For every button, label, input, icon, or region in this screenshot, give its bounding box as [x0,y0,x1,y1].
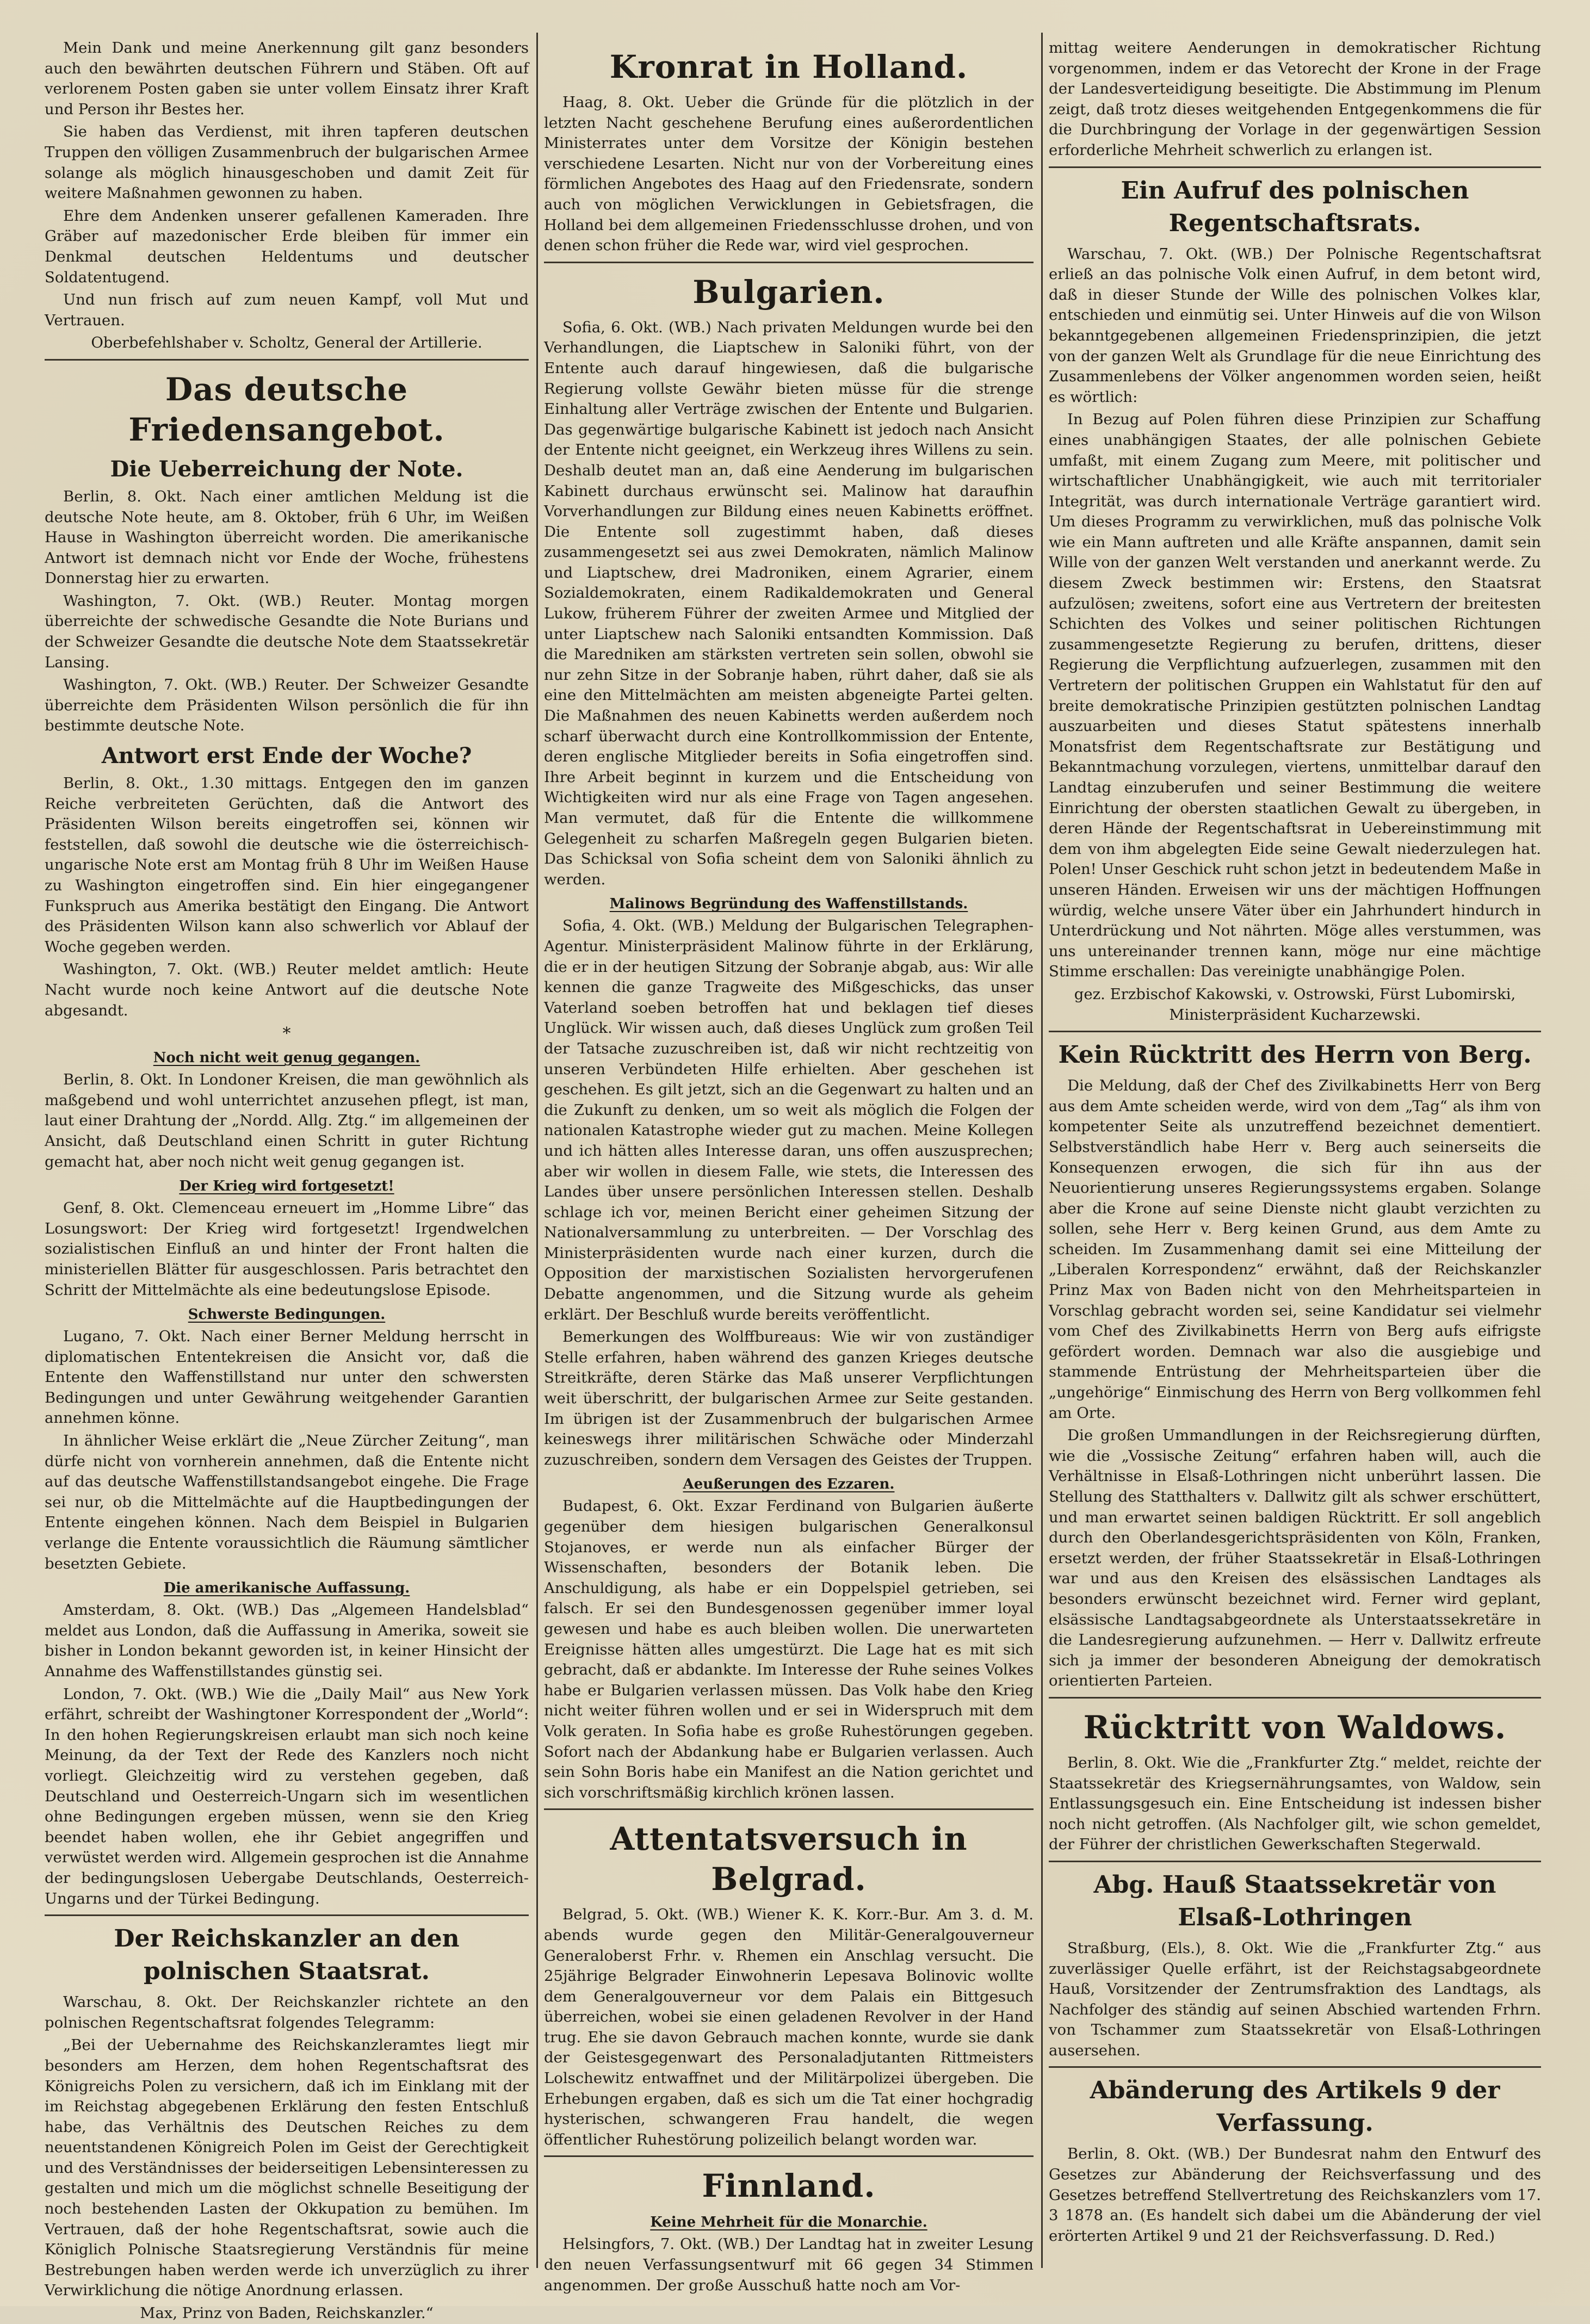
article-paragraph: Amsterdam, 8. Okt. (WB.) Das „Algemeen Handelsblad“ meldet aus London, daß die Auffassung in Amerika, soweit sie bisher in London bekannt geworden ist, in keiner Hinsicht der Annahme des Waffenstillstandes günstig sei. [45,1601,529,1680]
headline-belgrad: Attentatsversuch in Belgrad. [610,1820,968,1898]
subheadline-noch-nicht: Noch nicht weit genug gegangen. [153,1050,420,1067]
section-divider [544,2155,1034,2157]
subheadline-bedingungen: Schwerste Bedingungen. [188,1306,386,1323]
headline-bulgarien: Bulgarien. [692,273,885,311]
section-divider [45,1914,529,1916]
article-paragraph: Berlin, 8. Okt. Nach einer amtlichen Meldung ist die deutsche Note heute, am 8. Oktober, früh 6 Uhr, im Weißen Hause in Washington überreicht worden. Die amerikanische Antwort ist demnach nicht vor Ende der Woche, frühestens Donnerstag hier zu erwarten. [45,487,529,587]
article-paragraph: Berlin, 8. Okt., 1.30 mittags. Entgegen den im ganzen Reiche verbreiteten Gerüchten, daß die Antwort des Präsidenten Wilson bereits eingetroffen sei, können wir feststellen, daß sowohl die deutsche wie die österreichisch-ungarische Note erst am Montag früh 8 Uhr im Weißen Hause zu Washington eingetroffen sind. Ein hier eingegangener Funkspruch aus Amerika bestätigt den Eingang. Die Antwort des Präsidenten Wilson kann also schwerlich vor Ablauf der Woche gegeben werden. [45,774,529,956]
article-paragraph: Ehre dem Andenken unserer gefallenen Kameraden. Ihre Gräber auf mazedonischer Erde bleiben für immer ein Denkmal deutschen Heldentums und deutscher Soldatentugend. [45,207,529,286]
article-paragraph: Budapest, 6. Okt. Exzar Ferdinand von Bulgarien äußerte gegenüber dem hiesigen bulgarischen Generalkonsul Stojanoves, er werde nun als einfacher Bürger der Wissenschaften, besonders der Botanik leben. Die Anschuldigung, als habe er ein Doppelspiel getrieben, sei falsch. Er sei den Bundesgenossen gegenüber immer loyal gewesen und habe es auch bleiben wollen. Die unerwarteten Ereignisse hätten alles umgestürzt. Die Lage hat es mit sich gebracht, daß er abdankte. Im Interesse der Ruhe seines Volkes habe er Bulgarien verlassen müssen. Das Volk habe den Krieg nicht weiter führen wollen und er sei in Widerspruch mit dem Volk geraten. In Sofia habe es große Ruhestörungen gegeben. Sofort nach der Abdankung habe er Bulgarien verlassen. Auch sein Sohn Boris habe ein Manifest an die Nation gerichtet und sich vorschriftsmäßig kirchlich krönen lassen. [544,1497,1034,1801]
section-divider [1049,1861,1541,1862]
article-paragraph: Belgrad, 5. Okt. (WB.) Wiener K. K. Korr.-Bur. Am 3. d. M. abends wurde gegen den Militär-Generalgouverneur Generaloberst Frhr. v. Rhemen ein Anschlag versucht. Die 25jährige Belgrader Einwohnerin Lepesava Bolinovic wollte dem Generalgouverneur vor dem Palais ein Bittgesuch überreichen, wobei sie einen geladenen Revolver in der Hand trug. Ehe sie davon Gebrauch machen konnte, wurde sie dank der Geistesgegenwart des Personaladjutanten Rittmeisters Lolschewitz entwaffnet und der Militärpolizei übergeben. Die Erhebungen ergaben, daß es sich um die Tat einer hochgradig hysterischen, schwangeren Frau handelt, die wegen öffentlicher Ruhestörung polizeilich belangt worden war. [544,1906,1034,2148]
headline-artikel: Abänderung des Artikels 9 der Verfassung. [1090,2077,1500,2137]
headline-waldow: Rücktritt von Waldows. [1083,1708,1507,1746]
article-paragraph: Mein Dank und meine Anerkennung gilt ganz besonders auch den bewährten deutschen Führern und Stäben. Oft auf verlorenem Posten gaben sie unter vollem Einsatz ihrer Kraft und Person ihr Bestes her. [45,39,529,118]
signature: Max, Prinz von Baden, Reichskanzler.“ [140,2304,434,2322]
article-paragraph: Berlin, 8. Okt. In Londoner Kreisen, die man gewöhnlich als maßgebend und wohl unterrichtet anzusehen pflegt, ist man, laut einer Drahtung der „Nordd. Allg. Ztg.“ im allgemeinen der Ansicht, daß Deutschland einen Schritt in guter Richtung gemacht hat, aber noch nicht weit genug gegangen ist. [45,1071,529,1170]
headline-kronrat: Kronrat in Holland. [609,48,968,85]
article-paragraph: „Bei der Uebernahme des Reichskanzleramtes liegt mir besonders am Herzen, dem hohen Regentschaftsrat des Königreichs Polen zu versichern, daß ich im Einklang mit der im Reichstag abgegebenen Erklärung den festen Entschluß habe, das Verhältnis des Deutschen Reiches zu dem neuentstandenen Königreich Polen im Geist der Gerechtigkeit und des Verständnisses der beiderseitigen Lebensinteressen zu gestalten und mich um die möglichst schnelle Beseitigung der noch bestehenden Lasten der Okkupation zu bemühen. Im Vertrauen, daß der hohe Regentschaftsrat, sowie auch die Königlich Polnische Staatsregierung Verständnis für meine Bestrebungen haben werden werde ich unverzüglich zu ihrer Verwirklichung die nötige Anordnung erlassen. [45,2036,529,2300]
subheadline-antwort: Antwort erst Ende der Woche? [101,743,472,769]
article-paragraph: Washington, 7. Okt. (WB.) Reuter. Montag morgen überreichte der schwedische Gesandte die Note Burians und der Schweizer Gesandte die deutsche Note dem Staatssekretär Lansing. [45,592,529,671]
subheadline-amerikanisch: Die amerikanische Auffassung. [163,1580,410,1597]
article-paragraph: London, 7. Okt. (WB.) Wie die „Daily Mail“ aus New York erfährt, schreibt der Washingtoner Korrespondent der „World“: In den hohen Regierungskreisen erlaubt man sich noch keine Meinung, da der Text der Rede des Kanzlers noch nicht vorliegt. Gleichzeitig wird zu verstehen gegeben, daß Deutschland und Oesterreich-Ungarn sich im wesentlichen ohne Bedingungen ergeben müssen, wenn sie den Krieg beendet haben wollen, ehe ihr Gebiet angegriffen und verwüstet werden wird. Allgemein gesprochen ist die Annahme der bedingungslosen Uebergabe Deutschlands, Oesterreich-Ungarns und der Türkei Bedingung. [45,1685,529,1907]
article-paragraph: Die Meldung, daß der Chef des Zivilkabinetts Herr von Berg aus dem Amte scheiden werde, wird von dem „Tag“ als ihm von kompetenter Seite als unzutreffend bezeichnet dementiert. Selbstverständlich habe Herr v. Berg auch seinerseits die Konsequenzen erwogen, die sich für ihn aus der Neuorientierung unseres Regierungssystems ergaben. Solange aber die Krone auf seine Dienste nicht glaubt verzichten zu sollen, sehe Herr v. Berg keinen Grund, aus dem Amte zu scheiden. Im Zusammenhang damit sei eine Mitteilung der „Liberalen Korrespondenz“ erwähnt, daß der Reichskanzler Prinz Max von Baden nicht von den Mehrheitsparteien in Vorschlag gebracht worden sei, seine Kandidatur sei vielmehr vom Chef des Zivilkabinetts Herrn von Berg aufs eifrigste gefördert worden. Demnach war also die ausgiebige und stammende Entrüstung der Mehrheitsparteien über die „ungehörige“ Einmischung des Herrn von Berg vollkommen fehl am Orte. [1049,1077,1541,1422]
headline-berg: Kein Rücktritt des Herrn von Berg. [1058,1041,1532,1069]
subheadline-note: Die Ueberreichung der Note. [110,456,463,482]
article-paragraph: Warschau, 8. Okt. Der Reichskanzler richtete an den polnischen Regentschaftsrat folgendes Telegramm: [45,1993,529,2031]
subheadline-malinow: Malinows Begründung des Waffenstillstands. [609,896,968,913]
column-middle [544,38,1034,2294]
signature: Oberbefehlshaber v. Scholtz, General der Artillerie. [91,334,482,352]
article-paragraph: Sofia, 4. Okt. (WB.) Meldung der Bulgarischen Telegraphen-Agentur. Ministerpräsident Malinow führte in der Erklärung, die er in der heutigen Sitzung der Sobranje abgab, aus: Wir alle kennen die ganze Tragweite des Mißgeschicks, das unser Vaterland soeben betroffen hat und beklagen tief dieses Unglück. Wir wissen auch, daß dieses Unglück zum großen Teil der Tatsache zuzuschreiben ist, daß wir nicht rechtzeitig von unseren Verbündeten Hilfe erhielten. Aber geschehen ist geschehen. Es gilt jetzt, sich an die Gegenwart zu halten und an die Zukunft zu denken, um so weit als möglich die Folgen der nationalen Katastrophe wieder gut zu machen. Meine Kollegen und ich hätten alles Interesse daran, uns offen auszusprechen; aber wir wollen in diesem Falle, wie stets, die Interessen des Landes über unsere persönlichen Interessen stellen. Deshalb schlage ich vor, meinen Bericht einer geheimen Sitzung der Nationalversammlung zu unterbreiten. — Der Vorschlag des Ministerpräsidenten wurde nach einer kurzen, durch die Opposition der marxistischen Sozialisten hervorgerufenen Debatte angenommen, und die Sitzung wurde als geheim erklärt. Der Beschluß wurde bereits veröffentlicht. [544,917,1034,1323]
article-paragraph: Berlin, 8. Okt. (WB.) Der Bundesrat nahm den Entwurf des Gesetzes zur Abänderung der Reichsverfassung und des Gesetzes betreffend Stellvertretung des Reichskanzlers vom 17. 3 1878 an. (Es handelt sich dabei um die Abänderung der viel erörterten Artikel 9 und 21 der Reichsverfassung. D. Red.) [1049,2145,1541,2245]
article-paragraph: Washington, 7. Okt. (WB.) Reuter meldet amtlich: Heute Nacht wurde noch keine Antwort auf die deutsche Note abgesandt. [45,960,529,1019]
article-paragraph: Die großen Ummandlungen in der Reichsregierung dürften, wie die „Vossische Zeitung“ erfahren haben will, auch die Verhältnisse in Elsaß-Lothringen nicht unberührt lassen. Die Stellung des Statthalters v. Dallwitz gilt als schwer erschüttert, und man erwartet seinen baldigen Rücktritt. Er soll angeblich durch den Oberlandesgerichtspräsidenten von Köln, Franken, ersetzt werden, der früher Staatssekretär in Elsaß-Lothringen war und aus den Kreisen des elsässischen Landtages als besonders erwünscht bezeichnet wird. Ferner wird geplant, elsässische Landtagsabgeordnete als Unterstaatssekretäre in die Landesregierung aufzunehmen. — Herr v. Dallwitz erfreute sich ja immer der besonderen Abneigung der demokratisch orientierten Parteien. [1049,1427,1541,1690]
headline-aufruf: Ein Aufruf des polnischen Regentschaftsrats. [1121,176,1469,237]
signature: gez. Erzbischof Kakowski, v. Ostrowski, Fürst Lubomirski, Ministerpräsident Kucharzewski. [1074,985,1516,1024]
article-paragraph: Warschau, 7. Okt. (WB.) Der Polnische Regentschaftsrat erließ an das polnische Volk einen Aufruf, in dem betont wird, daß in dieser Stunde der Wille des polnischen Volkes klar, entschieden und einmütig sei. Unter Hinweis auf die von Wilson bekanntgegebenen allgemeinen Friedensprinzipien, die jetzt von der ganzen Welt als Grundlage für die neue Einrichtung des Zusammenlebens der Völker angenommen worden seien, heißt es wörtlich: [1049,245,1541,406]
article-paragraph: Lugano, 7. Okt. Nach einer Berner Meldung herrscht in diplomatischen Ententekreisen die Ansicht vor, daß die Entente den Waffenstillstand nur unter den schwersten Bedingungen und unter Gewährung weitgehender Garantien annehmen könne. [45,1328,529,1427]
column-left [45,38,529,2322]
subheadline-krieg: Der Krieg wird fortgesetzt! [179,1178,394,1195]
headline-friedensangebot: Das deutsche Friedensangebot. [128,370,445,448]
subheadline-exzar: Aeußerungen des Ezzaren. [683,1476,895,1493]
column-right [1049,38,1541,2273]
section-divider [544,262,1034,263]
article-paragraph: Sie haben das Verdienst, mit ihren tapferen deutschen Truppen den völligen Zusammenbruch der bulgarischen Armee solange als möglich hinausgeschoben und damit Zeit für weitere Maßnahmen gewonnen zu haben. [45,123,529,202]
section-divider [1049,2066,1541,2068]
article-paragraph: Genf, 8. Okt. Clemenceau erneuert im „Homme Libre“ das Losungswort: Der Krieg wird fortgesetzt! Irgendwelchen sozialistischen Einfluß an und hinter der Front halten die ministeriellen Blätter für ausgeschlossen. Paris betrachtet den Schritt der Mittelmächte als eine bedeutungslose Episode. [45,1199,529,1299]
article-paragraph: In ähnlicher Weise erklärt die „Neue Zürcher Zeitung“, man dürfe nicht von vornherein annehmen, daß die Entente nicht auf das deutsche Waffenstillstandsangebot eingehe. Die Frage sei nur, ob die Mittelmächte auf die Hauptbedingungen der Entente eingehen können. Nach dem Beispiel in Bulgarien verlange die Entente voraussichtlich die Räumung sämtlicher besetzten Gebiete. [45,1432,529,1572]
section-divider [1049,166,1541,168]
headline-reichskanzler: Der Reichskanzler an den polnischen Staatsrat. [114,1925,460,1986]
column-rule [1041,33,1043,2268]
headline-hauss: Abg. Hauß Staatssekretär von Elsaß-Lothringen [1093,1870,1496,1931]
section-divider [544,1808,1034,1810]
article-paragraph: Berlin, 8. Okt. Wie die „Frankfurter Ztg.“ meldet, reichte der Staatssekretär des Kriegsernährungsamtes, von Waldow, sein Entlassungsgesuch ein. Eine Entscheidung ist indessen bisher noch nicht getroffen. (Als Nachfolger gilt, wie schon gemeldet, der Führer der christlichen Gewerkschaften Stegerwald. [1049,1753,1541,1854]
headline-finnland: Finnland. [702,2167,876,2205]
article-paragraph: Helsingfors, 7. Okt. (WB.) Der Landtag hat in zweiter Lesung den neuen Verfassungsentwurf mit 66 gegen 34 Stimmen angenommen. Der große Ausschuß hatte noch am Vor- [544,2235,1034,2294]
article-paragraph: Bemerkungen des Wolffbureaus: Wie wir von zuständiger Stelle erfahren, haben während des ganzen Krieges deutsche Streitkräfte, deren Stärke das Maß unserer Verpflichtungen weit überschritt, der bulgarischen Armee zur Seite gestanden. Im übrigen ist der Zusammenbruch der bulgarischen Armee keineswegs ihrer militärischen Schwäche oder Minderzahl zuzuschreiben, sondern dem Versagen des Geistes der Truppen. [544,1328,1034,1468]
article-paragraph: Straßburg, (Els.), 8. Okt. Wie die „Frankfurter Ztg.“ aus zuverlässiger Quelle erfährt, ist der Reichstagsabgeordnete Hauß, Vorsitzender der Zentrumsfraktion des Landtags, als Nachfolger des ständig auf seinen Abschied wartenden Frhrn. von Tschammer zum Staatssekretär von Elsaß-Lothringen ausersehen. [1049,1939,1541,2059]
article-paragraph: Haag, 8. Okt. Ueber die Gründe für die plötzlich in der letzten Nacht geschehene Berufung eines außerordentlichen Ministerrates unter dem Vorsitze der Königin bestehen verschiedene Lesarten. Nicht nur von der Vorbereitung eines förmlichen Angebotes des Haag auf den Friedensrate, sondern auch von möglichen Verwicklungen in Gebietsfragen, die Holland bei dem allgemeinen Friedensschlusse drohen, und von denen schon früher die Rede war, wird viel gesprochen. [544,94,1034,255]
article-paragraph: Sofia, 6. Okt. (WB.) Nach privaten Meldungen wurde bei den Verhandlungen, die Liaptschew in Saloniki führt, von der Entente auch darauf hingewiesen, daß die bulgarische Regierung vollste Gewähr bieten müsse für die strenge Einhaltung aller Verträge zwischen der Entente und Bulgarien. Das gegenwärtige bulgarische Kabinett ist jedoch nach Ansicht der Entente nicht geeignet, ein Werkzeug ihres Willens zu sein. Deshalb deutet man an, daß eine Aenderung im bulgarischen Kabinett durchaus erwünscht sei. Malinow hat daraufhin Vorverhandlungen zur Bildung eines neuen Kabinetts eröffnet. Die Entente soll zugestimmt haben, daß dieses zusammengesetzt sei aus zwei Demokraten, nämlich Malinow und Liaptschew, drei Madroniken, einem Agrarier, einem Sozialdemokraten, einem Radikaldemokraten und General Lukow, früherem Führer der zweiten Armee und Mitglied der unter Liaptschew nach Saloniki entsandten Kommission. Daß die Maredniken am stärksten vertreten sein sollen, obwohl sie nur zehn Sitze in der Sobranje haben, rührt daher, daß sie als eine den Mittelmächten am meisten abgeneigte Partei gelten. Die Maßnahmen des neuen Kabinetts werden außerdem noch scharf überwacht durch eine Kontrollkommission der Entente, deren englische Mitglieder bereits in Sofia eingetroffen sind. Ihre Arbeit beginnt in kurzem und die Entscheidung von Wichtigkeiten wird nur als eine Frage von Tagen angesehen. Man vermutet, daß für die Entente die willkommene Gelegenheit zu scharfen Maßregeln gegen Bulgarien bieten. Das Schicksal von Sofia scheint dem von Saloniki ähnlich zu werden. [544,318,1034,888]
article-paragraph: In Bezug auf Polen führen diese Prinzipien zur Schaffung eines unabhängigen Staates, der alle polnischen Gebiete umfaßt, mit einem Zugang zum Meere, mit politischer und wirtschaftlicher Unabhängigkeit, wie auch mit territorialer Integrität, was durch internationale Verträge garantiert wird. Um dieses Programm zu verwirklichen, muß das polnische Volk wie ein Mann auftreten und alle Kräfte anspannen, damit sein Wille von der ganzen Welt verstanden und anerkannt werde. Zu diesem Zweck bestimmen wir: Erstens, den Staatsrat aufzulösen; zweitens, sofort eine aus Vertretern der breitesten Schichten des Volkes und seiner politischen Richtungen zusammengesetzte Regierung zu berufen, drittens, dieser Regierung die Verpflichtung aufzuerlegen, zusammen mit den Vertretern der politischen Gruppen ein Wahlstatut für den auf breite demokratische Prinzipien gestützten polnischen Landtag auszuarbeiten und dieses Statut spätestens innerhalb Monatsfrist dem Regentschaftsrate zur Bestätigung und Bekanntmachung vorzulegen, viertens, unmittelbar darauf den Landtag einzuberufen und seiner Bestimmung die weitere Einrichtung der obersten staatlichen Gewalt zu übergeben, in deren Hände der Regentschaftsrat in Uebereinstimmung mit dem von ihm abgelegten Eide seine Gewalt niederzulegen hat. Polen! Unser Geschick ruht schon jetzt in bedeutendem Maße in unseren Händen. Erweisen wir uns der mächtigen Hoffnungen würdig, welche unsere Väter über ein Jahrhundert hindurch in Unterdrückung und Not nährten. Möge alles verstummen, was uns untereinander trennen kann, möge nur eine mächtige Stimme erschallen: Das vereinigte unabhängige Polen. [1049,411,1541,981]
section-divider [1049,1031,1541,1032]
section-divider [45,359,529,361]
article-paragraph: mittag weitere Aenderungen in demokratischer Richtung vorgenommen, indem er das Vetorecht der Krone in der Frage der Landesverteidigung beseitigte. Die Abstimmung im Plenum zeigt, daß trotz dieses weitgehenden Entgegenkommens die für die Durchbringung der Vorlage in der gegenwärtigen Session erforderliche Mehrheit schwerlich zu erlangen ist. [1049,39,1541,159]
asterisk-divider: * [282,1024,291,1044]
column-rule [536,33,538,2268]
article-paragraph: Und nun frisch auf zum neuen Kampf, voll Mut und Vertrauen. [45,291,529,329]
article-paragraph: Washington, 7. Okt. (WB.) Reuter. Der Schweizer Gesandte überreichte dem Präsidenten Wilson persönlich die für ihn bestimmte deutsche Note. [45,676,529,735]
section-divider [1049,1697,1541,1699]
subheadline-monarchie: Keine Mehrheit für die Monarchie. [650,2214,927,2231]
